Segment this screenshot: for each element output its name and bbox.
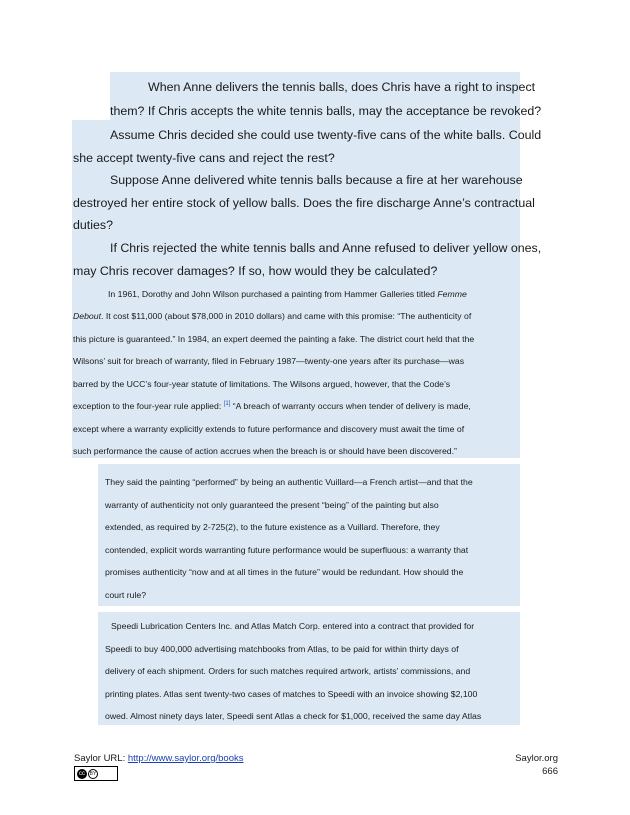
painting-line: court rule? [105,590,147,600]
question-line: she accept twenty-five cans and reject the rest? [73,151,335,165]
cc-icon: cc [79,770,85,777]
footer-url [74,753,244,764]
wilson-text: . It cost $11,000 (about $78,000 in 2010 dollars) and came with this promise: “The authenticity of [101,311,472,321]
question-line: Suppose Anne delivered white tennis balls because a fire at her warehouse [110,173,523,187]
speedi-line: Speedi to buy 400,000 advertising matchbooks from Atlas, to be paid for within thirty days of [105,644,459,654]
wilson-line-1 [108,289,467,299]
footer-url-label: Saylor URL: [74,753,126,764]
wilson-line-4: Wilsons’ suit for breach of warranty, filed in February 1987—twenty-one years after its purchase—was [73,356,465,366]
question-line: If Chris rejected the white tennis balls and Anne refused to deliver yellow ones, [110,241,542,255]
speedi-line: owed. Almost ninety days later, Speedi sent Atlas a check for $1,000, received the same day Atlas [105,711,482,721]
wilson-line-3: this picture is guaranteed.” In 1984, an expert deemed the painting a fake. The district court held that the [73,334,475,344]
page-number: 666 [542,766,558,777]
saylor-books-link[interactable]: http://www.saylor.org/books [127,753,244,764]
painting-title: Femme [437,289,467,299]
speedi-line: printing plates. Atlas sent twenty-two cases of matches to Speedi with an invoice showing $2,100 [105,689,478,699]
footer-site: Saylor.org [515,753,558,764]
wilson-line-8: such performance the cause of action accrues when the breach is or should have been discovered.” [73,446,457,456]
painting-line: warranty of authenticity not only guaranteed the present “being” of the painting but also [105,500,439,510]
speedi-line: Speedi Lubrication Centers Inc. and Atlas Match Corp. entered into a contract that provided for [111,621,475,631]
painting-line: They said the painting “performed” by being an authentic Vuillard—a French artist—and that the [105,477,473,487]
by-icon: BY [89,770,97,777]
wilson-line-5: barred by the UCC’s four-year statute of limitations. The Wilsons argued, however, that the Code’s [73,379,451,389]
question-line: Assume Chris decided she could use twenty-five cans of the white balls. Could [110,128,542,142]
wilson-line-2 [73,311,471,321]
creative-commons-badge [74,766,118,781]
question-line: them? If Chris accepts the white tennis balls, may the acceptance be revoked? [110,104,542,118]
question-line: When Anne delivers the tennis balls, does Chris have a right to inspect [148,80,536,94]
wilson-text: “A breach of warranty occurs when tender of delivery is made, [232,401,471,411]
question-line: may Chris recover damages? If so, how would they be calculated? [73,264,438,278]
question-line: duties? [73,218,113,232]
wilson-text: exception to the four-year rule applied: [73,401,222,411]
painting-title: Debout [73,311,102,321]
painting-line: contended, explicit words warranting future performance would be superfluous: a warranty that [105,545,469,555]
painting-line: promises authenticity “now and at all times in the future” would be redundant. How should the [105,567,464,577]
wilson-line-7: except where a warranty explicitly extends to future performance and discovery must await the time of [73,424,465,434]
painting-line: extended, as required by 2-725(2), to the future existence as a Vuillard. Therefore, they [105,522,440,532]
footnote-reference-link[interactable]: [1] [223,401,231,408]
wilson-line-6 [73,401,471,411]
wilson-text: In 1961, Dorothy and John Wilson purchased a painting from Hammer Galleries titled [108,289,435,299]
speedi-line: delivery of each shipment. Orders for such matches required artwork, artists’ commissions, and [105,666,471,676]
question-line: destroyed her entire stock of yellow balls. Does the fire discharge Anne’s contractual [73,196,535,210]
